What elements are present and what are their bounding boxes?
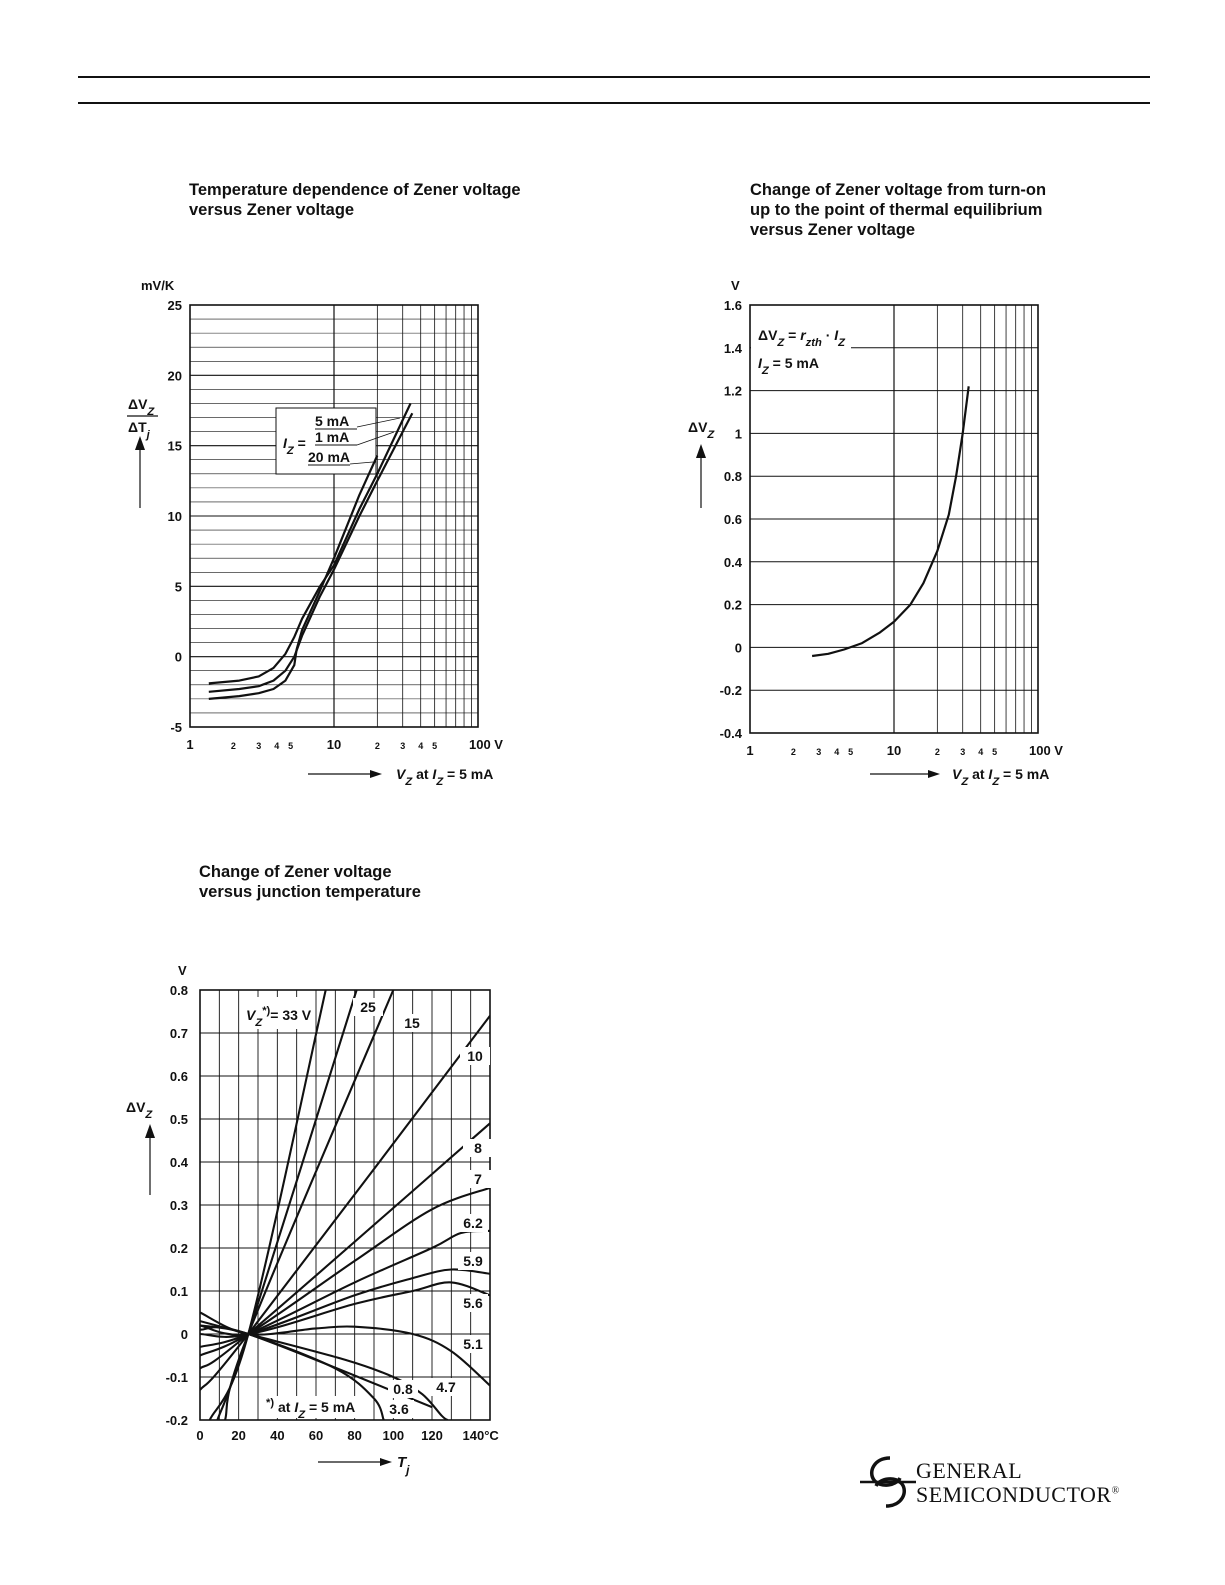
chart3-xlabel: $T_j$ [397, 1454, 410, 1477]
chart3-series-label: 15 [404, 1015, 420, 1031]
chart1-xtick-minor: 4 [274, 741, 280, 751]
chart3-series-label: 25 [360, 999, 376, 1015]
chart2-xtick-minor: 3 [816, 747, 822, 757]
chart1-ylabel-num: $\Delta V_Z$ [128, 396, 155, 418]
chart1-ytick-label: 5 [174, 579, 182, 595]
chart3-ytick-label: 0.1 [169, 1284, 188, 1299]
chart1-legend-label: 20 mA [308, 449, 351, 465]
chart2-xtick-minor: 5 [848, 747, 854, 757]
chart2-y-unit: V [731, 278, 740, 293]
chart3-ytick-label: 0 [180, 1327, 188, 1342]
chart1-title: Temperature dependence of Zener voltage versus Zener voltage [189, 181, 521, 219]
chart3-ytick-label: 0.4 [169, 1155, 188, 1170]
chart2-ytick-label: 0.8 [723, 469, 742, 485]
chart3-series-line [200, 1188, 490, 1356]
chart1-xtick-minor: 5 [288, 741, 294, 751]
chart1-xtick-major: 100 V [469, 737, 503, 752]
chart1-series-line [209, 456, 377, 699]
chart1-xtick-minor: 3 [400, 741, 406, 751]
chart3-series-label: 8 [474, 1140, 482, 1156]
chart3-ytick-label: -0.2 [165, 1413, 188, 1428]
chart3-ytick-label: -0.1 [165, 1370, 188, 1385]
chart3-ytick-label: 0.3 [169, 1198, 188, 1213]
chart1-ytick-label: 25 [167, 298, 182, 313]
chart2-ytick-label: 1 [734, 426, 742, 442]
chart2-ytick-label: 0.4 [723, 554, 742, 570]
chart3-series-label: 0.8 [393, 1381, 413, 1397]
chart3-xarrow-head [380, 1458, 392, 1466]
chart2-ytick-label: 1.6 [723, 298, 742, 313]
chart3-series-label: 7 [474, 1171, 482, 1187]
chart3-series-label: 5.1 [463, 1336, 483, 1352]
chart1-ytick-label: 20 [167, 368, 182, 384]
chart2-ytick-label: 0.2 [723, 597, 742, 613]
chart3-xtick-label: 140°C [462, 1428, 499, 1443]
chart3-y-unit: V [178, 963, 187, 978]
chart3-xtick-label: 20 [231, 1428, 246, 1443]
chart2-ylabel: $\Delta V_Z$ [688, 419, 715, 441]
company-logo [860, 1452, 1120, 1512]
chart3-title: Change of Zener voltage versus junction temperature [199, 863, 421, 901]
chart1-yarrow-head [135, 436, 145, 450]
chart2-xtick-minor: 4 [834, 747, 840, 757]
chart1-xtick-major: 10 [326, 737, 342, 752]
chart2-ytick-label: -0.4 [719, 726, 742, 741]
chart1-xtick-minor: 4 [418, 741, 424, 751]
chart1-xtick-minor: 2 [230, 741, 236, 751]
chart1-ylabel-den: $\Delta T_j$ [128, 419, 150, 441]
chart2-xtick-minor: 4 [978, 747, 984, 757]
chart1-xlabel: $V_Z$ at $I_Z = 5$ mA [396, 766, 494, 788]
chart3-ytick-label: 0.6 [169, 1069, 188, 1084]
chart2-ytick-label: 1.4 [723, 340, 742, 356]
chart3-xtick-label: 0 [196, 1428, 204, 1443]
chart2-annotation-line1: $\Delta V_Z = r_{zth} \cdot I_Z$ [758, 327, 846, 349]
chart3-ytick-label: 0.8 [169, 983, 188, 998]
chart2-xtick-minor: 5 [992, 747, 998, 757]
chart1-xtick-minor: 3 [256, 741, 262, 751]
chart3-series-label: 5.9 [463, 1253, 483, 1269]
chart3-xtick-label: 120 [421, 1428, 443, 1443]
chart3-series-label: 6.2 [463, 1215, 483, 1231]
chart2-xtick-minor: 2 [790, 747, 796, 757]
chart3-yarrow-head [145, 1124, 155, 1138]
chart2-ytick-label: 1.2 [723, 383, 742, 399]
chart2-xtick-minor: 3 [960, 747, 966, 757]
chart3-ytick-label: 0.5 [169, 1112, 188, 1127]
chart3-footnote: *) at $I_Z = 5$ mA [266, 1397, 356, 1421]
chart1-y-unit: mV/K [141, 278, 175, 293]
chart2-xtick-major: 1 [746, 743, 754, 758]
chart3-note-head: $V_Z^{*)}= 33$ V [246, 1005, 312, 1029]
chart2-annotation-line2: $I_Z = 5$ mA [758, 355, 819, 377]
chart2-xarrow-head [928, 770, 940, 778]
chart3-xtick-label: 80 [347, 1428, 362, 1443]
logo-line2 [916, 1482, 1120, 1508]
chart2-xtick-major: 100 V [1029, 743, 1063, 758]
chart3-ylabel: $\Delta V_Z$ [126, 1099, 153, 1121]
chart1-xtick-minor: 2 [374, 741, 380, 751]
chart3-xtick-label: 40 [270, 1428, 285, 1443]
chart1-ytick-label: 15 [167, 438, 182, 454]
logo-line1: GENERAL [916, 1458, 1023, 1483]
chart1-ytick-label: -5 [170, 720, 182, 735]
chart2-xtick-major: 10 [886, 743, 902, 758]
chart2-xlabel: $V_Z$ at $I_Z = 5$ mA [952, 766, 1050, 788]
chart1-ytick-label: 10 [167, 509, 182, 524]
chart1-legend-label: 5 mA [315, 413, 350, 429]
chart2-title: Change of Zener voltage from turn-on up to the point of thermal equilibrium versus Zener voltage [750, 181, 1047, 239]
chart1-legend-label: 1 mA [315, 429, 350, 445]
chart2-ytick-label: -0.2 [719, 683, 742, 699]
chart3-xtick-label: 60 [308, 1428, 324, 1443]
chart3-ytick-label: 0.2 [169, 1241, 188, 1256]
chart1-xarrow-head [370, 770, 382, 778]
logo-line2-text: SEMICONDUCTOR [916, 1482, 1112, 1507]
chart1-xtick-minor: 5 [432, 741, 438, 751]
chart1-legend-prefix: $I_Z$ = [283, 435, 306, 457]
chart3-series-label: 5.6 [463, 1295, 483, 1311]
chart3-series-label: 3.6 [389, 1401, 409, 1417]
chart1-xtick-major: 1 [186, 737, 194, 752]
registered-mark: ® [1111, 1485, 1120, 1497]
chart2-yarrow-head [696, 444, 706, 458]
chart1-ytick-label: 0 [174, 649, 182, 665]
chart3-ytick-label: 0.7 [169, 1026, 188, 1041]
chart3-series-label: 10 [467, 1048, 483, 1064]
chart3-series-label: 4.7 [436, 1379, 456, 1395]
chart2-ytick-label: 0 [734, 640, 742, 656]
chart2-series-line [812, 386, 969, 656]
chart2-ytick-label: 0.6 [723, 512, 742, 527]
chart3-xtick-label: 100 [382, 1428, 405, 1443]
logo-mark-icon [860, 1452, 916, 1512]
chart2-xtick-minor: 2 [934, 747, 940, 757]
